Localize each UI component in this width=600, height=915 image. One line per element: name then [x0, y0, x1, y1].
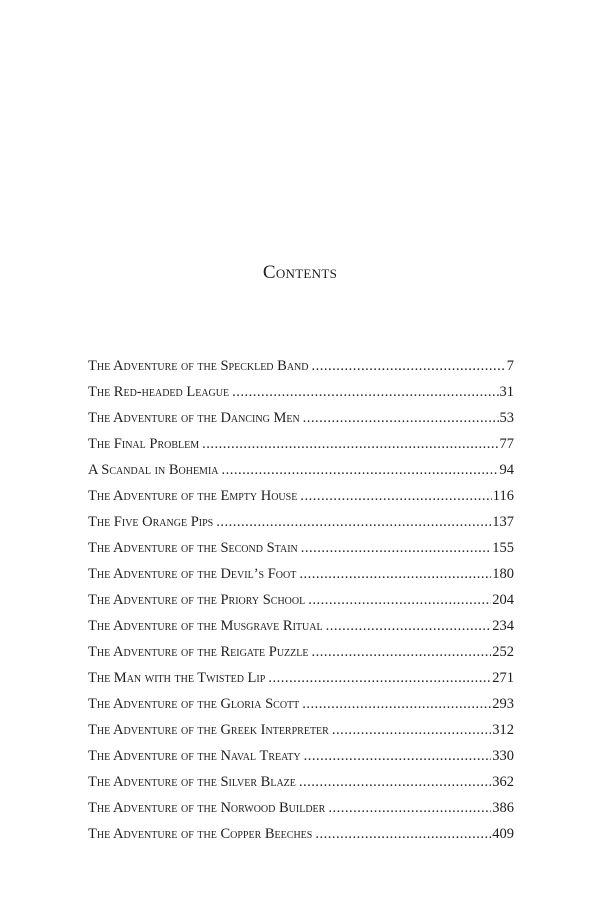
toc-entry-title: The Adventure of the Norwood Builder — [88, 800, 326, 816]
toc-entry-page: 94 — [499, 462, 514, 478]
toc-entry-page: 155 — [492, 540, 514, 556]
toc-entry[interactable] — [88, 613, 514, 639]
toc-entry[interactable] — [88, 587, 514, 613]
toc-entry-title: The Adventure of the Naval Treaty — [88, 748, 301, 764]
toc-entry-page: 234 — [492, 618, 514, 634]
dot-leader — [308, 587, 491, 613]
toc-entry-title: The Final Problem — [88, 436, 200, 452]
table-of-contents — [88, 353, 514, 847]
dot-leader — [222, 457, 499, 483]
toc-entry-page: 7 — [506, 358, 514, 374]
dot-leader — [268, 665, 491, 691]
toc-entry-page: 204 — [492, 592, 514, 608]
toc-entry[interactable] — [88, 405, 514, 431]
toc-entry-title: The Five Orange Pips — [88, 514, 214, 530]
toc-entry-page: 330 — [492, 748, 514, 764]
toc-entry[interactable] — [88, 691, 514, 717]
toc-entry-title: The Adventure of the Musgrave Ritual — [88, 618, 323, 634]
toc-entry[interactable] — [88, 665, 514, 691]
toc-entry-title: The Adventure of the Dancing Men — [88, 410, 300, 426]
toc-entry-page: 293 — [492, 696, 514, 712]
toc-entry-page: 271 — [492, 670, 514, 686]
toc-entry-page: 180 — [492, 566, 514, 582]
toc-entry-page: 362 — [492, 774, 514, 790]
dot-leader — [328, 795, 491, 821]
toc-entry-page: 252 — [492, 644, 514, 660]
toc-entry[interactable] — [88, 431, 514, 457]
toc-entry[interactable] — [88, 353, 514, 379]
toc-entry-title: The Man with the Twisted Lip — [88, 670, 266, 686]
dot-leader — [232, 379, 498, 405]
toc-entry-page: 137 — [492, 514, 514, 530]
toc-entry-page: 386 — [492, 800, 514, 816]
toc-entry-title: The Red-headed League — [88, 384, 230, 400]
dot-leader — [216, 509, 491, 535]
toc-entry-title: The Adventure of the Devil’s Foot — [88, 566, 297, 582]
toc-entry-page: 312 — [492, 722, 514, 738]
toc-entry-title: The Adventure of the Empty House — [88, 488, 298, 504]
dot-leader — [326, 613, 492, 639]
contents-heading: Contents — [262, 262, 338, 283]
toc-entry[interactable] — [88, 483, 514, 509]
dot-leader — [299, 561, 491, 587]
toc-entry[interactable] — [88, 509, 514, 535]
toc-entry[interactable] — [88, 743, 514, 769]
toc-entry[interactable] — [88, 717, 514, 743]
toc-entry[interactable] — [88, 457, 514, 483]
dot-leader — [301, 535, 492, 561]
toc-entry-page: 409 — [492, 826, 514, 842]
dot-leader — [315, 821, 491, 847]
toc-entry[interactable] — [88, 639, 514, 665]
dot-leader — [332, 717, 491, 743]
toc-entry[interactable] — [88, 821, 514, 847]
toc-entry[interactable] — [88, 561, 514, 587]
dot-leader — [312, 353, 506, 379]
dot-leader — [202, 431, 498, 457]
toc-entry-page: 53 — [499, 410, 514, 426]
toc-entry[interactable] — [88, 379, 514, 405]
toc-entry[interactable] — [88, 535, 514, 561]
dot-leader — [302, 691, 491, 717]
toc-entry-title: The Adventure of the Speckled Band — [88, 358, 309, 374]
toc-entry[interactable] — [88, 795, 514, 821]
toc-entry-title: The Adventure of the Priory School — [88, 592, 306, 608]
toc-entry-title: The Adventure of the Second Stain — [88, 540, 298, 556]
dot-leader — [304, 743, 492, 769]
toc-entry-title: The Adventure of the Copper Beeches — [88, 826, 313, 842]
toc-entry-title: A Scandal in Bohemia — [88, 462, 219, 478]
toc-entry-page: 31 — [499, 384, 514, 400]
toc-entry-title: The Adventure of the Greek Interpreter — [88, 722, 329, 738]
dot-leader — [299, 769, 491, 795]
toc-entry-page: 116 — [492, 488, 514, 504]
toc-entry[interactable] — [88, 769, 514, 795]
toc-entry-title: The Adventure of the Gloria Scott — [88, 696, 300, 712]
dot-leader — [303, 405, 499, 431]
dot-leader — [300, 483, 491, 509]
toc-entry-title: The Adventure of the Silver Blaze — [88, 774, 296, 790]
toc-entry-title: The Adventure of the Reigate Puzzle — [88, 644, 309, 660]
toc-entry-page: 77 — [499, 436, 514, 452]
dot-leader — [311, 639, 491, 665]
